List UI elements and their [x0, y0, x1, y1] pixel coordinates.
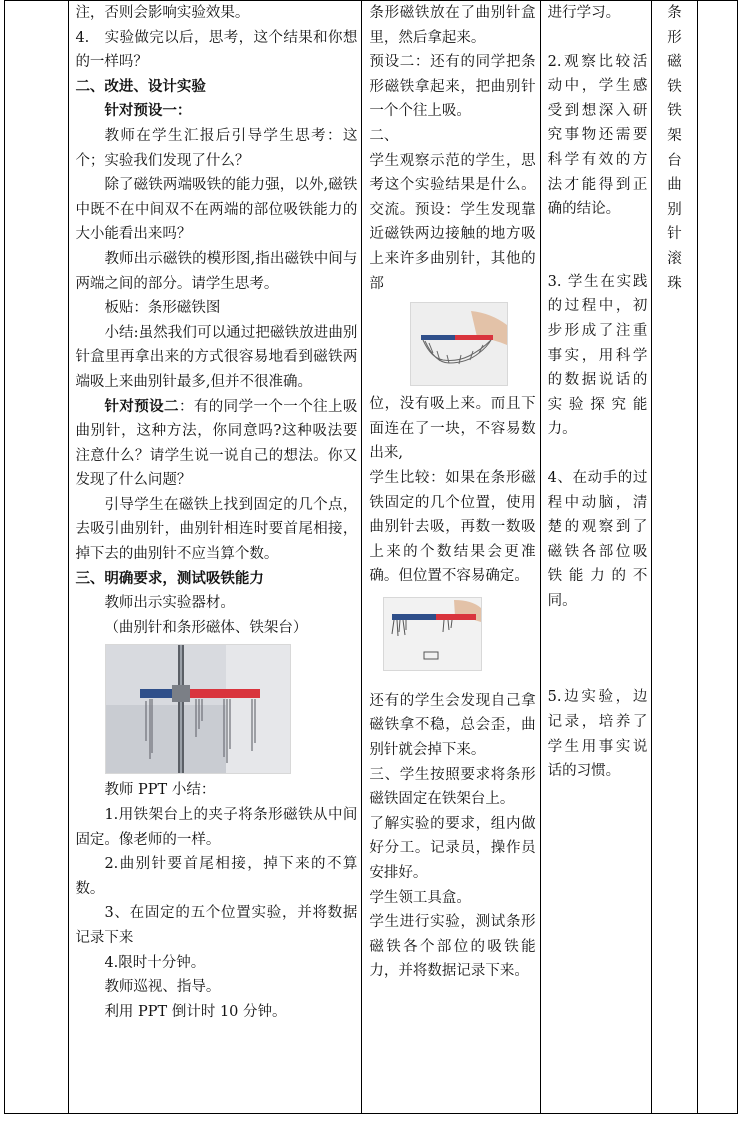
rule-4: 4.限时十分钟。: [104, 954, 206, 971]
notes-cell: [697, 1, 737, 1114]
teacher-text-1: 注，否则会影响实验效果。: [75, 5, 250, 21]
spacer: [548, 26, 648, 50]
magnet-hand-photo: [410, 302, 508, 386]
student-text-1: 条形磁铁放在了曲别针盒里，然后拿起来。: [369, 5, 536, 46]
student-text-6: 学生比较：如果在条形磁铁固定的几个位置，使用曲别针去吸，再数一数吸上来的个数结果会更准确。但位置不容易确定。: [369, 469, 536, 585]
teacher-text-13: 教师出示实验器材。: [104, 595, 235, 612]
spacer: [548, 661, 648, 685]
student-text-4: 学生观察示范的学生，思考这个实验结果是什么。交流。预设：学生发现靠近磁铁两边接触的地方吸上来许多曲别针，其他的部: [369, 152, 536, 292]
teacher-text-2: 4. 实验做完以后，思考，这个结果和你想的一样吗？: [75, 29, 358, 71]
preset-two-paragraph: [75, 395, 357, 493]
teacher-text-21: 利用 PPT 倒计时 10 分钟。: [104, 1003, 287, 1020]
teacher-activity-cell: [69, 1, 362, 1114]
materials-text: （曲别针和条形磁体、铁架台）: [104, 619, 308, 636]
student-text-5: 位，没有吸上来。而且下面连在了一块，不容易数出来,: [369, 396, 536, 462]
intent-text-3: 3. 学生在实践的过程中，初步形成了注重事实，用科学的数据说话的实验探究能力。: [547, 273, 648, 438]
student-activity-cell: [362, 1, 540, 1114]
preset-two-text: ：有的同学一个一个往上吸曲别针，这种方法，你同意吗?这种吸法要注意什么？请学生说一说自己的想法。你又发现了什么问题？: [75, 398, 358, 489]
summary-text: 小结:虽然我们可以通过把磁铁放进曲别针盒里再拿出来的方式很容易地看到磁铁两端吸上来曲别针最多,但并不很准确。: [75, 324, 358, 390]
stage-column-cell: [5, 1, 69, 1114]
spacer: [548, 613, 648, 637]
section-heading-3: 三、明确要求，测试吸铁能力: [75, 569, 264, 587]
teacher-text-7: 教师出示磁铁的模形图,指出磁铁中间与两端之间的部分。请学生思考。: [75, 250, 358, 292]
student-text-8: 三、学生按照要求将条形磁铁固定在铁架台上。: [369, 766, 536, 808]
spacer: [548, 246, 648, 270]
rule-1: 1.用铁架台上的夹子将条形磁铁从中间固定。像老师的一样。: [75, 807, 358, 848]
materials-vertical-text: 条形磁铁铁架台曲别针滚珠: [667, 5, 682, 292]
teacher-text-6: 除了磁铁两端吸铁的能力强，以外,磁铁中既不在中间双不在两端的部位吸铁能力的大小能看出来吗？: [75, 177, 358, 243]
lesson-plan-table: [4, 0, 738, 1114]
ppt-summary-title: 教师 PPT 小结：: [104, 782, 216, 799]
rule-2: 2.曲别针要首尾相接，掉下来的不算数。: [75, 856, 358, 897]
intent-text-5: 5.边实验，边记录，培养了学生用事实说话的习惯。: [547, 689, 648, 780]
intent-text-1: 进行学习。: [547, 5, 621, 21]
student-text-7: 还有的学生会发现自己拿磁铁拿不稳，总会歪，曲别针就会掉下来。: [369, 692, 536, 759]
spacer: [369, 679, 535, 689]
board-note: 板贴：条形磁铁图: [104, 300, 221, 317]
rule-3: 3、在固定的五个位置实验，并将数据记录下来: [75, 905, 358, 946]
iron-stand-magnet-photo: [105, 644, 291, 774]
intent-text-2: 2.观察比较活动中，学生感受到想深入研究事物还需要科学有效的方法才能得到正确的结论。: [547, 53, 648, 218]
materials-cell: [652, 1, 697, 1114]
section-heading-2: 二、改进、设计实验: [75, 77, 206, 95]
design-intent-cell: [540, 1, 652, 1114]
student-text-11: 学生进行实验，测试条形磁铁各个部位的吸铁能力，并将数据记录下来。: [369, 914, 536, 980]
spacer: [548, 637, 648, 661]
teacher-text-11: 引导学生在磁铁上找到固定的几个点，去吸引曲别针，曲别针相连时要首尾相接，掉下去的曲别针不应当算个数。: [75, 496, 358, 563]
preset-one-heading: 针对预设一：: [104, 102, 192, 120]
spacer: [548, 222, 648, 246]
student-text-2: 预设二：还有的同学把条形磁铁拿起来，把曲别针一个个往上吸。: [369, 54, 536, 120]
spacer: [548, 442, 648, 466]
magnet-clips-photo: [383, 597, 482, 671]
student-text-3: 二、: [369, 127, 399, 144]
preset-two-heading: 针对预设二: [104, 397, 179, 415]
teacher-text-20: 教师巡视、指导。: [104, 979, 221, 996]
teacher-text-5: 教师在学生汇报后引导学生思考：这个；实验我们发现了什么？: [75, 127, 358, 169]
student-text-9: 了解实验的要求，组内做好分工。记录员，操作员安排好。: [369, 815, 536, 882]
intent-text-4: 4、在动手的过程中动脑，清楚的观察到了磁铁各部位吸铁能力的不同。: [547, 469, 648, 609]
student-text-10: 学生领工具盒。: [369, 889, 471, 906]
